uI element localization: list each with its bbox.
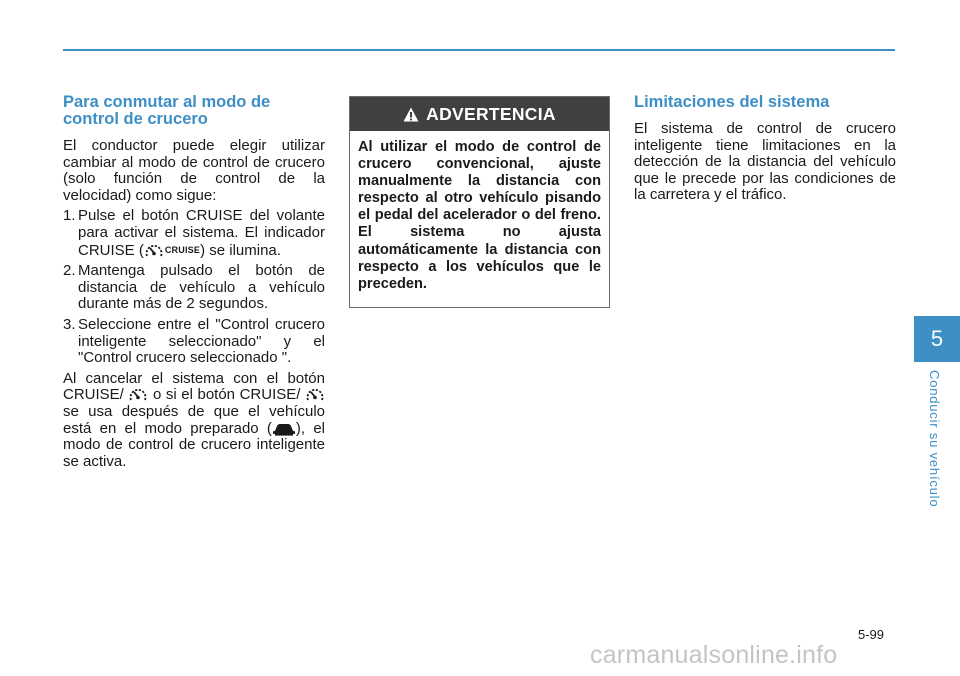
step-number: 3.: [63, 315, 76, 333]
warning-header: [350, 97, 609, 131]
closing-text-2: o si el botón CRUISE/: [152, 386, 301, 404]
left-column: [63, 94, 325, 474]
speedometer-icon: [144, 243, 164, 259]
step-text-end: ) se ilumina.: [200, 241, 281, 259]
warning-triangle-icon: [403, 107, 419, 122]
closing-paragraph: [63, 371, 325, 471]
top-rule: [63, 49, 895, 51]
right-column: [634, 94, 896, 208]
step-number: 1.: [63, 207, 76, 225]
step-item: [63, 317, 325, 367]
chapter-tab: 5: [914, 316, 960, 362]
speedometer-icon: [305, 387, 325, 403]
step-text: Mantenga pulsado el botón de distancia de vehículo a vehículo durante más de 2 segundos.: [78, 262, 325, 313]
step-item: [63, 208, 325, 259]
step-number: 2.: [63, 262, 76, 280]
warning-box: [349, 96, 610, 308]
limitations-paragraph: El sistema de control de crucero inteligente tiene limitaciones en la detección de la distancia del vehículo que le precede por las condiciones de la carretera y el tráfico.: [634, 120, 896, 204]
warning-text: Al utilizar el modo de control de crucero convencional, ajuste manualmente la distancia con respecto al otro vehículo pisando el pedal del acelerador o del freno. El sistema no ajusta automáticamente la distancia con respecto a los vehículos que le preceden.: [358, 139, 601, 292]
section-heading-cruise-mode: Para conmutar al modo de control de crucero: [63, 93, 271, 128]
closing-text-1: Al cancelar el sistema con el botón CRUISE/: [63, 369, 325, 404]
speedometer-icon: [128, 387, 148, 403]
closing-text-3: se usa después de que el vehículo está en el modo preparado (: [63, 402, 325, 437]
step-text: Seleccione entre el "Control crucero inteligente seleccionado" y el "Control crucero seleccionado ".: [78, 315, 325, 367]
watermark: carmanualsonline.info: [590, 641, 838, 669]
section-heading-limitations: Limitaciones del sistema: [634, 93, 830, 111]
step-text: Pulse el botón CRUISE del volante para activar el sistema. El indicador CRUISE (: [78, 207, 325, 259]
page-number: 5-99: [858, 627, 885, 642]
closing-text-4: ), el modo de control de crucero inteligente se activa.: [63, 419, 325, 470]
chapter-title: Conducir su vehículo: [927, 370, 942, 508]
vehicle-ahead-icon: [272, 423, 296, 437]
intro-paragraph: El conductor puede elegir utilizar cambiar al modo de control de crucero (solo función de control de la velocidad) como sigue:: [63, 137, 325, 204]
warning-title: ADVERTENCIA: [426, 103, 556, 124]
cruise-badge: CRUISE: [164, 244, 201, 255]
step-item: [63, 263, 325, 313]
steps-list: [63, 208, 325, 366]
